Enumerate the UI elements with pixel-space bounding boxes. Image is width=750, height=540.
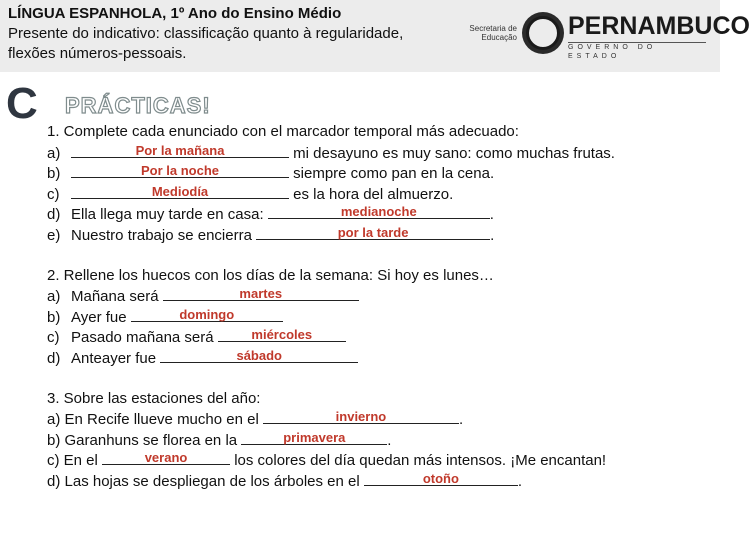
answer-text: Por la mañana <box>135 142 225 158</box>
item-text-after: es la hora del almuerzo. <box>289 185 454 203</box>
item-text-after: . <box>458 411 464 428</box>
answer-blank[interactable] <box>71 163 289 178</box>
answer-blank[interactable] <box>268 204 490 219</box>
state-seal-icon <box>522 12 564 54</box>
section-letter: C <box>6 79 38 128</box>
exercise-3-prompt: 3. Sobre las estaciones del año: <box>47 389 261 407</box>
answer-blank[interactable] <box>71 184 289 199</box>
answer-blank[interactable] <box>218 327 346 342</box>
item-text-after: . <box>490 226 495 244</box>
answer-blank[interactable] <box>163 286 359 301</box>
item-label: b) <box>47 308 61 326</box>
answer-blank[interactable] <box>71 143 289 158</box>
item-text-after: los colores del día quedan más intensos. ¡Me encantan! <box>230 452 607 469</box>
item-text-before: Pasado mañana será <box>71 329 218 346</box>
exercise-1-item <box>47 225 707 246</box>
exercise-2-item <box>47 327 707 348</box>
exercise-1-prompt: 1. Complete cada enunciado con el marcador temporal más adecuado: <box>47 123 519 140</box>
answer-text: verano <box>144 450 188 465</box>
exercise-content <box>47 122 707 491</box>
item-text-before: Ayer fue <box>71 308 131 326</box>
item-text-before: Nuestro trabajo se encierra <box>71 226 257 244</box>
header-bar <box>0 0 750 72</box>
item-text-after: . <box>489 206 494 223</box>
item-text-after: siempre como pan en la cena. <box>289 165 495 182</box>
header-title <box>8 4 448 64</box>
item-label: a) <box>47 288 61 305</box>
answer-blank[interactable] <box>160 348 358 363</box>
item-label: d) <box>47 206 61 223</box>
item-text-after: mi desayuno es muy sano: como muchas frutas. <box>289 144 615 162</box>
item-text-before: a) En Recife llueve mucho en el <box>47 411 263 428</box>
answer-text: otoño <box>422 470 459 486</box>
item-label: c) <box>47 185 60 203</box>
item-text-before: Mañana será <box>71 288 163 305</box>
answer-text: Por la noche <box>140 163 220 178</box>
exercise-1-item <box>47 204 707 225</box>
item-text-before: c) En el <box>47 452 103 469</box>
answer-text: invierno <box>335 409 387 424</box>
answer-blank[interactable] <box>263 409 459 424</box>
exercise-3-item <box>47 450 707 471</box>
item-text-before: d) Las hojas se despliegan de los árboles en el <box>47 472 364 490</box>
exercise-2-item <box>47 286 707 307</box>
brand-subtitle: GOVERNO DO ESTADO <box>568 42 706 61</box>
item-text-before: Anteayer fue <box>71 349 161 367</box>
course-title: LÍNGUA ESPANHOLA, 1º Ano do Ensino Médio <box>8 5 342 22</box>
exercise-2-item <box>47 307 707 328</box>
topic-line-2: flexões números-pessoais. <box>8 45 187 62</box>
exercise-1-item <box>47 143 707 164</box>
answer-text: Mediodía <box>151 183 209 199</box>
answer-blank[interactable] <box>102 450 230 465</box>
answer-text: primavera <box>283 429 346 445</box>
exercise-3-item <box>47 409 707 430</box>
answer-text: domingo <box>179 306 235 322</box>
item-label: e) <box>47 226 61 244</box>
answer-blank[interactable] <box>131 307 283 322</box>
answer-blank[interactable] <box>364 471 518 486</box>
section-title: PRÁCTICAS! <box>65 93 211 118</box>
item-label: b) <box>47 165 61 182</box>
item-label: c) <box>47 329 60 346</box>
item-text-after: . <box>387 431 392 449</box>
exercise-1-item <box>47 163 707 184</box>
exercise-2-prompt: 2. Rellene los huecos con los días de la semana: Si hoy es lunes… <box>47 266 494 284</box>
exercise-1-item <box>47 184 707 205</box>
item-text-after: . <box>517 472 523 490</box>
brand-name: PERNAMBUCO <box>568 12 750 40</box>
answer-text: por la tarde <box>337 224 409 240</box>
answer-blank[interactable] <box>256 225 490 240</box>
item-text-before: b) Garanhuns se florea en la <box>47 431 242 449</box>
exercise-2-item <box>47 348 707 369</box>
item-text-before: Ella llega muy tarde en casa: <box>71 206 268 223</box>
answer-blank[interactable] <box>241 430 387 445</box>
item-label: d) <box>47 349 61 367</box>
secretaria-label: Secretaria de Educação <box>469 24 517 42</box>
topic-line-1: Presente do indicativo: classificação quanto à regularidade, <box>8 25 404 42</box>
answer-text: martes <box>239 286 283 301</box>
exercise-3-item <box>47 471 707 492</box>
answer-text: miércoles <box>251 327 313 342</box>
answer-text: sábado <box>236 347 282 363</box>
item-label: a) <box>47 144 61 162</box>
exercise-3-item <box>47 430 707 451</box>
answer-text: medianoche <box>340 204 417 219</box>
